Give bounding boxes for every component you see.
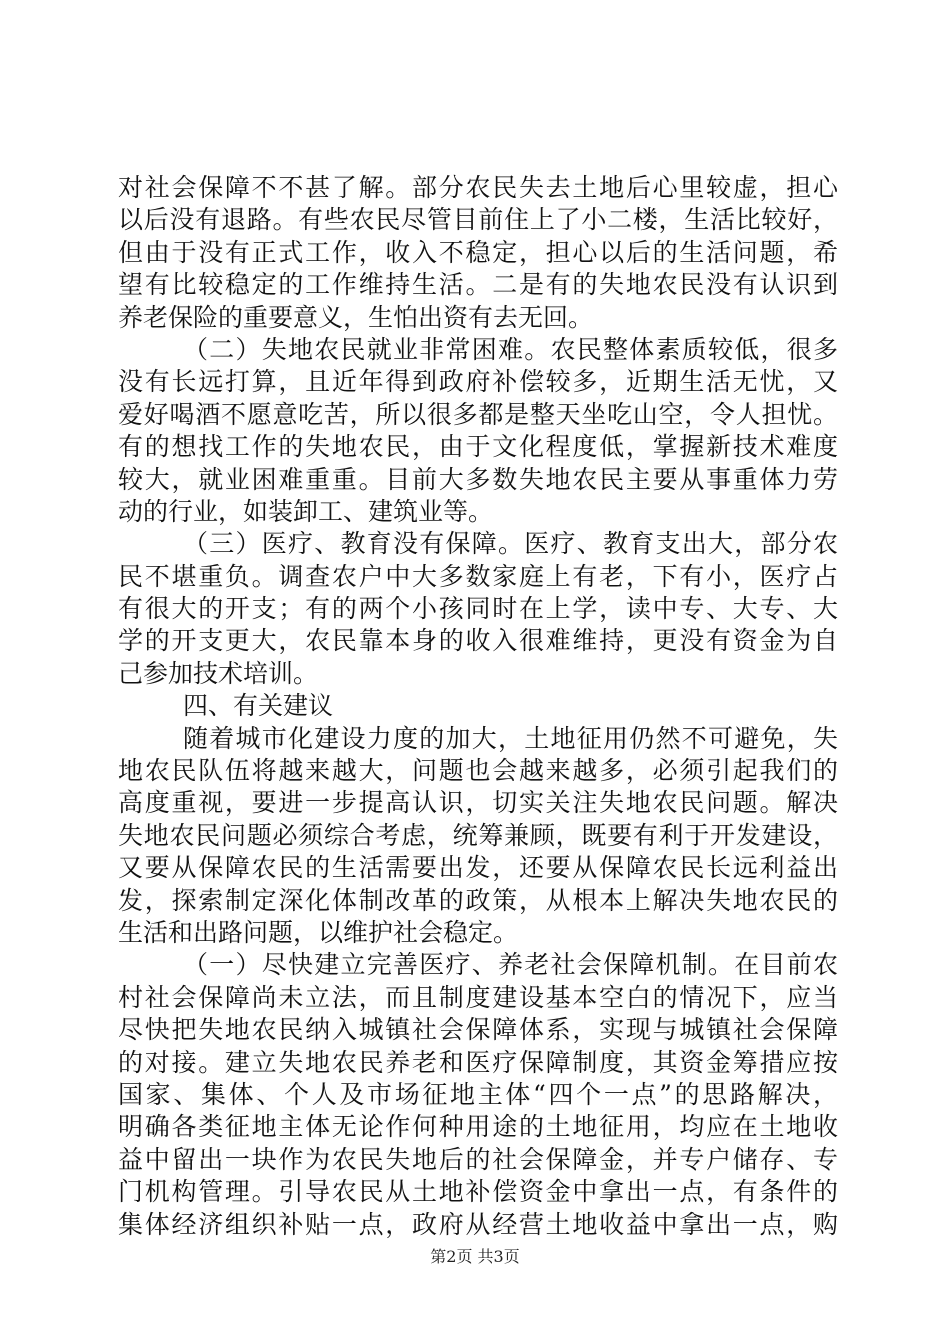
text-line: 对社会保障不不甚了解。部分农民失去土地后心里较虚，担心 xyxy=(118,173,838,202)
text-line: 明确各类征地主体无论作何种用途的土地征用，均应在土地收 xyxy=(118,1112,838,1142)
text-line: 己参加技术培训。 xyxy=(118,658,319,688)
text-line: 益中留出一块作为农民失地后的社会保障金，并专户储存、专 xyxy=(118,1144,838,1174)
text-line: 的对接。建立失地农民养老和医疗保障制度，其资金筹措应按 xyxy=(118,1047,838,1077)
text-line: 门机构管理。引导农民从土地补偿资金中拿出一点，有条件的 xyxy=(118,1177,838,1207)
text-line: 养老保险的重要意义，生怕出资有去无回。 xyxy=(118,302,594,332)
text-line: 没有长远打算，且近年得到政府补偿较多，近期生活无忧，又 xyxy=(118,367,838,397)
text-line: 尽快把失地农民纳入城镇社会保障体系，实现与城镇社会保障 xyxy=(118,1015,838,1045)
text-line: 村社会保障尚未立法，而且制度建设基本空白的情况下，应当 xyxy=(118,982,838,1012)
text-line: （三）医疗、教育没有保障。医疗、教育支出大，部分农 xyxy=(183,529,838,559)
text-line: （一）尽快建立完善医疗、养老社会保障机制。在目前农 xyxy=(183,950,838,980)
text-line: 学的开支更大，农民靠本身的收入很难维持，更没有资金为自 xyxy=(118,626,838,656)
text-line: 又要从保障农民的生活需要出发，还要从保障农民长远利益出 xyxy=(118,853,838,883)
text-line: 有的想找工作的失地农民，由于文化程度低，掌握新技术难度 xyxy=(118,432,838,462)
text-line: （二）失地农民就业非常困难。农民整体素质较低，很多 xyxy=(183,334,838,364)
text-line: 集体经济组织补贴一点，政府从经营土地收益中拿出一点，购 xyxy=(118,1209,838,1239)
text-line: 有很大的开支；有的两个小孩同时在上学，读中专、大专、大 xyxy=(118,594,838,624)
text-line: 随着城市化建设力度的加大，土地征用仍然不可避免，失 xyxy=(183,723,838,753)
text-line: 发，探索制定深化体制改革的政策，从根本上解决失地农民的 xyxy=(118,885,838,915)
text-line: 地农民队伍将越来越大，问题也会越来越多，必须引起我们的 xyxy=(118,756,838,786)
text-line: 高度重视，要进一步提高认识，切实关注失地农民问题。解决 xyxy=(118,788,838,818)
text-line: 望有比较稳定的工作维持生活。二是有的失地农民没有认识到 xyxy=(118,270,838,300)
document-body xyxy=(118,172,838,1241)
text-line: 以后没有退路。有些农民尽管目前住上了小二楼，生活比较好， xyxy=(118,205,838,235)
text-line: 爱好喝酒不愿意吃苦，所以很多都是整天坐吃山空，令人担忧。 xyxy=(118,399,838,429)
text-line: 但由于没有正式工作，收入不稳定，担心以后的生活问题，希 xyxy=(118,237,838,267)
text-line: 动的行业，如装卸工、建筑业等。 xyxy=(118,496,494,526)
text-line: 较大，就业困难重重。目前大多数失地农民主要从事重体力劳 xyxy=(118,464,838,494)
page-footer: 第2页 共3页 xyxy=(430,1247,520,1266)
text-line: 国家、集体、个人及市场征地主体“四个一点”的思路解决， xyxy=(118,1079,838,1109)
text-line: 四、有关建议 xyxy=(183,691,334,721)
text-line: 生活和出路问题，以维护社会稳定。 xyxy=(118,917,519,947)
text-line: 失地农民问题必须综合考虑，统筹兼顾，既要有利于开发建设， xyxy=(118,820,838,850)
text-line: 民不堪重负。调查农户中大多数家庭上有老，下有小，医疗占 xyxy=(118,561,838,591)
